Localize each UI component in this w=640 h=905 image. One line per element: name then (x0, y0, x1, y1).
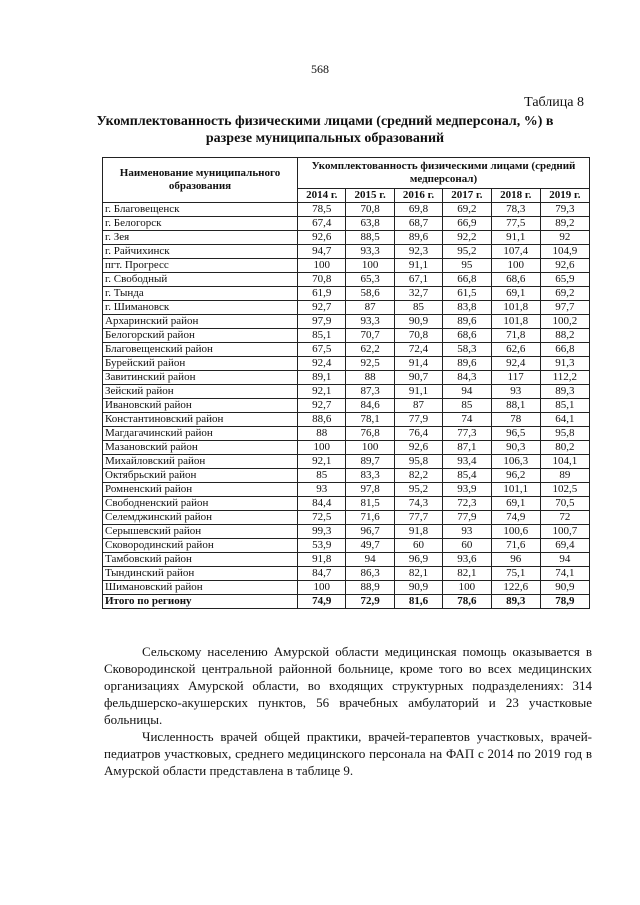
staffing-value: 88,2 (540, 329, 589, 343)
staffing-value: 101,8 (491, 301, 540, 315)
municipality-name: Благовещенский район (103, 343, 298, 357)
staffing-value: 93,9 (443, 483, 491, 497)
staffing-value: 72,9 (346, 595, 394, 609)
staffing-value: 95,8 (394, 455, 442, 469)
staffing-value: 89,1 (298, 371, 346, 385)
staffing-value: 87,3 (346, 385, 394, 399)
staffing-value: 101,1 (491, 483, 540, 497)
staffing-value: 93 (491, 385, 540, 399)
staffing-value: 74,1 (540, 567, 589, 581)
staffing-value: 82,2 (394, 469, 442, 483)
staffing-value: 94 (540, 553, 589, 567)
table-row (103, 581, 590, 595)
staffing-value: 100 (298, 581, 346, 595)
staffing-value: 91,1 (491, 231, 540, 245)
staffing-value: 95,8 (540, 427, 589, 441)
staffing-value: 77,5 (491, 217, 540, 231)
municipality-name: Итого по региону (103, 595, 298, 609)
staffing-value: 94,7 (298, 245, 346, 259)
staffing-value: 69,4 (540, 539, 589, 553)
staffing-value: 90,9 (540, 581, 589, 595)
staffing-value: 101,8 (491, 315, 540, 329)
table-row (103, 567, 590, 581)
staffing-value: 95,2 (394, 483, 442, 497)
staffing-value: 88,5 (346, 231, 394, 245)
staffing-value: 71,6 (491, 539, 540, 553)
staffing-value: 70,7 (346, 329, 394, 343)
staffing-value: 93 (443, 525, 491, 539)
staffing-value: 71,6 (346, 511, 394, 525)
staffing-value: 70,8 (394, 329, 442, 343)
table-row (103, 287, 590, 301)
staffing-value: 66,8 (443, 273, 491, 287)
staffing-value: 74,9 (298, 595, 346, 609)
staffing-value: 60 (394, 539, 442, 553)
header-year: 2018 г. (491, 189, 540, 203)
table-row (103, 301, 590, 315)
staffing-value: 89,2 (540, 217, 589, 231)
staffing-value: 89,3 (540, 385, 589, 399)
staffing-value: 87 (346, 301, 394, 315)
table-row (103, 371, 590, 385)
municipality-name: г. Свободный (103, 273, 298, 287)
staffing-value: 96,2 (491, 469, 540, 483)
staffing-value: 76,8 (346, 427, 394, 441)
staffing-value: 66,8 (540, 343, 589, 357)
staffing-value: 74,3 (394, 497, 442, 511)
staffing-value: 85,1 (298, 329, 346, 343)
table-row (103, 385, 590, 399)
staffing-value: 65,9 (540, 273, 589, 287)
staffing-value: 84,3 (443, 371, 491, 385)
staffing-value: 89,6 (443, 315, 491, 329)
header-year: 2015 г. (346, 189, 394, 203)
staffing-value: 67,4 (298, 217, 346, 231)
header-municipality: Наименование муниципального образования (103, 158, 298, 203)
staffing-value: 96,9 (394, 553, 442, 567)
staffing-value: 88,1 (491, 399, 540, 413)
staffing-value: 61,5 (443, 287, 491, 301)
staffing-value: 62,6 (491, 343, 540, 357)
staffing-value: 72,3 (443, 497, 491, 511)
staffing-value: 92,2 (443, 231, 491, 245)
staffing-value: 53,9 (298, 539, 346, 553)
staffing-value: 85,1 (540, 399, 589, 413)
table-row (103, 217, 590, 231)
staffing-value: 100,7 (540, 525, 589, 539)
staffing-value: 78,9 (540, 595, 589, 609)
staffing-value: 92,4 (491, 357, 540, 371)
staffing-value: 72,4 (394, 343, 442, 357)
staffing-value: 93,6 (443, 553, 491, 567)
table-row (103, 441, 590, 455)
staffing-value: 117 (491, 371, 540, 385)
table-row (103, 203, 590, 217)
staffing-value: 61,9 (298, 287, 346, 301)
staffing-value: 84,6 (346, 399, 394, 413)
staffing-value: 100 (346, 441, 394, 455)
staffing-value: 62,2 (346, 343, 394, 357)
staffing-value: 60 (443, 539, 491, 553)
staffing-value: 100 (346, 259, 394, 273)
staffing-value: 84,4 (298, 497, 346, 511)
staffing-value: 92,6 (394, 441, 442, 455)
header-year: 2014 г. (298, 189, 346, 203)
table-title (80, 113, 570, 147)
staffing-value: 92,4 (298, 357, 346, 371)
staffing-value: 83,8 (443, 301, 491, 315)
staffing-value: 97,8 (346, 483, 394, 497)
staffing-value: 91,8 (394, 525, 442, 539)
staffing-value: 80,2 (540, 441, 589, 455)
staffing-value: 64,1 (540, 413, 589, 427)
staffing-value: 77,3 (443, 427, 491, 441)
staffing-value: 85 (394, 301, 442, 315)
table-row (103, 525, 590, 539)
municipality-name: Мазановский район (103, 441, 298, 455)
staffing-value: 91,8 (298, 553, 346, 567)
municipality-name: Свободненский район (103, 497, 298, 511)
staffing-value: 74 (443, 413, 491, 427)
staffing-value: 93,4 (443, 455, 491, 469)
staffing-value: 88,9 (346, 581, 394, 595)
municipality-name: пгт. Прогресс (103, 259, 298, 273)
staffing-value: 78,6 (443, 595, 491, 609)
staffing-value: 100 (298, 259, 346, 273)
table-row (103, 315, 590, 329)
staffing-value: 70,8 (298, 273, 346, 287)
staffing-value: 94 (346, 553, 394, 567)
municipality-name: Архаринский район (103, 315, 298, 329)
staffing-value: 97,7 (540, 301, 589, 315)
staffing-value: 91,1 (394, 259, 442, 273)
staffing-value: 93,3 (346, 245, 394, 259)
staffing-value: 86,3 (346, 567, 394, 581)
staffing-value: 89,3 (491, 595, 540, 609)
staffing-value: 106,3 (491, 455, 540, 469)
staffing-value: 90,3 (491, 441, 540, 455)
staffing-value: 107,4 (491, 245, 540, 259)
staffing-value: 49,7 (346, 539, 394, 553)
staffing-value: 67,1 (394, 273, 442, 287)
staffing-value: 72,5 (298, 511, 346, 525)
staffing-value: 78,5 (298, 203, 346, 217)
table-body (103, 203, 590, 609)
staffing-value: 112,2 (540, 371, 589, 385)
municipality-name: Ромненский район (103, 483, 298, 497)
municipality-name: Константиновский район (103, 413, 298, 427)
staffing-value: 77,9 (394, 413, 442, 427)
municipality-name: Михайловский район (103, 455, 298, 469)
table-row (103, 343, 590, 357)
staffing-value: 93 (298, 483, 346, 497)
staffing-value: 68,6 (491, 273, 540, 287)
municipality-name: Зейский район (103, 385, 298, 399)
staffing-value: 90,7 (394, 371, 442, 385)
municipality-name: Шимановский район (103, 581, 298, 595)
municipality-name: г. Зея (103, 231, 298, 245)
staffing-value: 78,3 (491, 203, 540, 217)
staffing-value: 92,5 (346, 357, 394, 371)
staffing-value: 69,2 (540, 287, 589, 301)
paragraph-table-9-intro: Численность врачей общей практики, врачей-терапевтов участковых, врачей-педиатров участковых, среднего медицинского персонала на ФАП с 2014 по 2019 год в Амурской области представлена в таблице 9. (104, 729, 592, 778)
staffing-value: 82,1 (443, 567, 491, 581)
staffing-value: 89 (540, 469, 589, 483)
municipality-name: Магдагачинский район (103, 427, 298, 441)
staffing-value: 63,8 (346, 217, 394, 231)
staffing-value: 100 (491, 259, 540, 273)
municipality-name: г. Райчихинск (103, 245, 298, 259)
table-row (103, 413, 590, 427)
staffing-value: 92,3 (394, 245, 442, 259)
staffing-value: 85,4 (443, 469, 491, 483)
staffing-value: 67,5 (298, 343, 346, 357)
staffing-value: 92,1 (298, 385, 346, 399)
staffing-value: 100,2 (540, 315, 589, 329)
table-row (103, 427, 590, 441)
table-row (103, 455, 590, 469)
table-row (103, 483, 590, 497)
staffing-value: 89,6 (443, 357, 491, 371)
staffing-value: 75,1 (491, 567, 540, 581)
staffing-value: 95 (443, 259, 491, 273)
staffing-table (102, 157, 590, 609)
staffing-value: 70,5 (540, 497, 589, 511)
staffing-value: 58,6 (346, 287, 394, 301)
staffing-value: 87,1 (443, 441, 491, 455)
table-row (103, 399, 590, 413)
staffing-value: 81,5 (346, 497, 394, 511)
table-row (103, 497, 590, 511)
staffing-value: 90,9 (394, 581, 442, 595)
table-row (103, 357, 590, 371)
header-staffing-group: Укомплектованность физическими лицами (средний медперсонал) (298, 158, 590, 189)
staffing-value: 96 (491, 553, 540, 567)
staffing-value: 79,3 (540, 203, 589, 217)
municipality-name: г. Благовещенск (103, 203, 298, 217)
header-year: 2016 г. (394, 189, 442, 203)
staffing-value: 95,2 (443, 245, 491, 259)
staffing-value: 92,7 (298, 301, 346, 315)
staffing-value: 97,9 (298, 315, 346, 329)
staffing-value: 78,1 (346, 413, 394, 427)
municipality-name: г. Тында (103, 287, 298, 301)
municipality-name: Селемджинский район (103, 511, 298, 525)
municipality-name: Бурейский район (103, 357, 298, 371)
table-row (103, 273, 590, 287)
table-row (103, 469, 590, 483)
staffing-value: 83,3 (346, 469, 394, 483)
table-title-line-2: разрезе муниципальных образований (205, 131, 445, 146)
staffing-value: 88,6 (298, 413, 346, 427)
staffing-value: 66,9 (443, 217, 491, 231)
staffing-value: 82,1 (394, 567, 442, 581)
staffing-value: 92,1 (298, 455, 346, 469)
staffing-value: 74,9 (491, 511, 540, 525)
table-row (103, 245, 590, 259)
staffing-value: 91,4 (394, 357, 442, 371)
staffing-value: 100 (298, 441, 346, 455)
paragraph-rural-care: Сельскому населению Амурской области медицинская помощь оказывается в Сковородинской центральной районной больнице, кроме того во всех медицинских организациях Амурской области, во входящих структурных подразделениях: 314 фельдшерско-акушерских пунктов, 56 врачебных амбулаторий и 23 участковые больницы. (104, 644, 592, 727)
staffing-value: 91,1 (394, 385, 442, 399)
staffing-value: 65,3 (346, 273, 394, 287)
table-row (103, 259, 590, 273)
staffing-value: 85 (443, 399, 491, 413)
staffing-value: 89,7 (346, 455, 394, 469)
table-row (103, 553, 590, 567)
municipality-name: Завитинский район (103, 371, 298, 385)
staffing-value: 76,4 (394, 427, 442, 441)
municipality-name: г. Шимановск (103, 301, 298, 315)
staffing-value: 102,5 (540, 483, 589, 497)
staffing-value: 70,8 (346, 203, 394, 217)
header-year: 2019 г. (540, 189, 589, 203)
staffing-value: 68,7 (394, 217, 442, 231)
municipality-name: Тындинский район (103, 567, 298, 581)
municipality-name: Серышевский район (103, 525, 298, 539)
staffing-value: 89,6 (394, 231, 442, 245)
staffing-value: 85 (298, 469, 346, 483)
staffing-value: 58,3 (443, 343, 491, 357)
staffing-value: 100,6 (491, 525, 540, 539)
staffing-value: 91,3 (540, 357, 589, 371)
table-title-line-1: Укомплектованность физическими лицами (средний медперсонал, %) в (96, 114, 554, 129)
table-row (103, 539, 590, 553)
table-row (103, 511, 590, 525)
staffing-value: 78 (491, 413, 540, 427)
staffing-value: 92,6 (540, 259, 589, 273)
staffing-value: 87 (394, 399, 442, 413)
municipality-name: Белогорский район (103, 329, 298, 343)
staffing-value: 100 (443, 581, 491, 595)
staffing-value: 77,9 (443, 511, 491, 525)
staffing-value: 92,6 (298, 231, 346, 245)
staffing-value: 122,6 (491, 581, 540, 595)
staffing-value: 68,6 (443, 329, 491, 343)
staffing-value: 104,1 (540, 455, 589, 469)
municipality-name: Ивановский район (103, 399, 298, 413)
staffing-value: 69,1 (491, 497, 540, 511)
staffing-value: 99,3 (298, 525, 346, 539)
staffing-value: 96,7 (346, 525, 394, 539)
staffing-value: 71,8 (491, 329, 540, 343)
staffing-value: 88 (298, 427, 346, 441)
staffing-value: 90,9 (394, 315, 442, 329)
municipality-name: Тамбовский район (103, 553, 298, 567)
staffing-value: 72 (540, 511, 589, 525)
staffing-value: 77,7 (394, 511, 442, 525)
staffing-value: 104,9 (540, 245, 589, 259)
staffing-value: 94 (443, 385, 491, 399)
municipality-name: г. Белогорск (103, 217, 298, 231)
staffing-value: 88 (346, 371, 394, 385)
staffing-value: 92 (540, 231, 589, 245)
table-row (103, 329, 590, 343)
staffing-value: 69,8 (394, 203, 442, 217)
municipality-name: Октябрьский район (103, 469, 298, 483)
page-number: 568 (311, 62, 329, 76)
table-row (103, 231, 590, 245)
staffing-value: 84,7 (298, 567, 346, 581)
staffing-value: 69,1 (491, 287, 540, 301)
staffing-value: 92,7 (298, 399, 346, 413)
municipality-name: Сковородинский район (103, 539, 298, 553)
staffing-value: 81,6 (394, 595, 442, 609)
staffing-value: 93,3 (346, 315, 394, 329)
header-year: 2017 г. (443, 189, 491, 203)
staffing-value: 69,2 (443, 203, 491, 217)
total-row (103, 595, 590, 609)
staffing-value: 32,7 (394, 287, 442, 301)
table-caption: Таблица 8 (524, 95, 584, 110)
staffing-value: 96,5 (491, 427, 540, 441)
